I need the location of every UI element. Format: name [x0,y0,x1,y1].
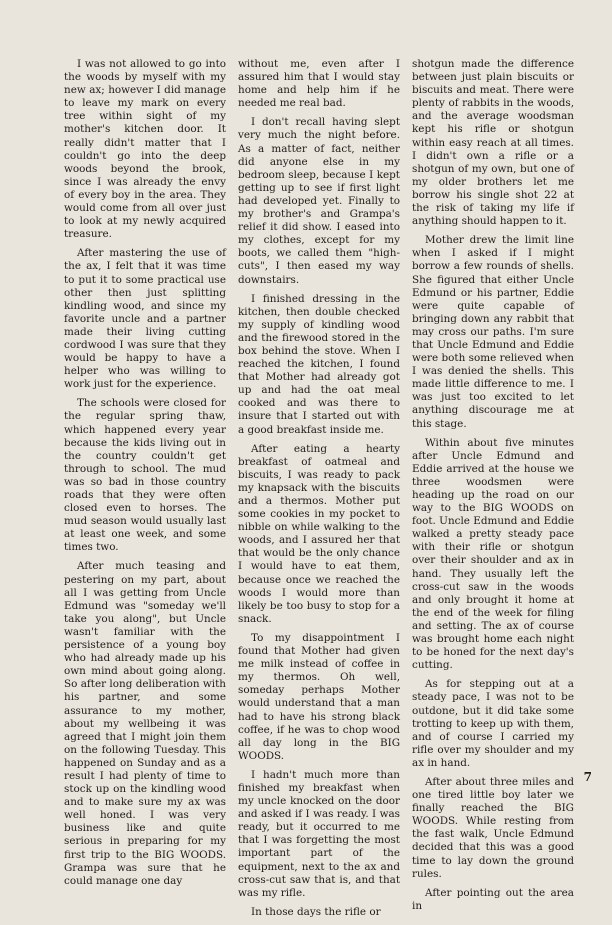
paragraph: After mastering the use of the ax, I felt that it was time to put it to some practical use other then just splitting kindling wood, and since my favorite uncle and a partner made their living cutting cordwood I was sure that they would be happy to have a helper who was willing to work just for the experience. [64,247,226,391]
paragraph: After eating a hearty breakfast of oatmeal and biscuits, I was ready to pack my knapsack with the biscuits and a thermos. Mother put some cookies in my pocket to nibble on while walking to the woods, and I assured her that that would be the only chance I would have to eat them, because once we reached the woods I would more than likely be too busy to stop for a snack. [238,442,400,625]
page-number: 7 [583,770,592,784]
paragraph-continued: without me, even after I assured him that I would stay home and help him if he needed me real bad. [238,58,400,110]
paragraph: I was not allowed to go into the woods by myself with my new ax; however I did manage to leave my mark on every tree within sight of my mother's kitchen door. It really didn't matter that I couldn't go into the deep woods beyond the brook, since I was already the envy of every boy in the area. They would come from all over just to look at my newly acquired treasure. [64,58,226,241]
paragraph: I finished dressing in the kitchen, then double checked my supply of kindling wood and the firewood stored in the box behind the stove. When I reached the kitchen, I found that Mother had already got up and had the oat meal cooked and was there to insure that I started out with a good breakfast inside me. [238,292,400,436]
paragraph-continued: shotgun made the difference between just plain biscuits or biscuits and meat. There were plenty of rabbits in the woods, and the average woodsman kept his rifle or shotgun within easy reach at all times. I didn't own a rifle or a shotgun of my own, but one of my older brothers let me borrow his single shot 22 at the risk of taking my life if anything should happen to it. [412,58,574,228]
paragraph: I don't recall having slept very much the night before. As a matter of fact, neither did anyone else in my bedroom sleep, because I kept getting up to see if first light had developed yet. Finally to my brother's and Grampa's relief it did show. I eased into my clothes, except for my boots, we called them "high-cuts", I then eased my way downstairs. [238,116,400,286]
paragraph: The schools were closed for the regular spring thaw, which happened every year because the kids living out in the country couldn't get through to school. The mud was so bad in those country roads that they were often closed even to horses. The mud season would usually last at least one week, and some times two. [64,397,226,554]
paragraph: As for stepping out at a steady pace, I was not to be outdone, but it did take some trotting to keep up with them, and of course I carried my rifle over my shoulder and my ax in hand. [412,678,574,769]
paragraph: In those days the rifle or [251,905,381,918]
paragraph: Mother drew the limit line when I asked if I might borrow a few rounds of shells. She figured that either Uncle Edmund or his partner, Eddie were quite capable of bringing down any rabbit that may cross our paths. I'm sure that Uncle Edmund and Eddie were both some relieved when I was denied the shells. This made little difference to me. I was just too excited to let anything discourage me at this stage. [412,234,574,430]
paragraph: After much teasing and pestering on my part, about all I was getting from Uncle Edmund was "someday we'll take you along", but Uncle wasn't familiar with the persistence of a young boy who had already made up his own mind about going along. So after long deliberation with his partner, and some assurance to my mother, about my wellbeing it was agreed that I might join them on the following Tuesday. This happened on Sunday and as a result I had plenty of time to stock up on the kindling wood and to make sure my ax was well honed. I was very business like and quite serious in preparing for my first trip to the BIG WOODS. Grampa was sure that he could manage one day [64,560,226,887]
text-column-3 [412,58,574,919]
text-column-1 [64,58,226,894]
paragraph: To my disappointment I found that Mother had given me milk instead of coffee in my thermos. Oh well, someday perhaps Mother would understand that a man had to have his strong black coffee, if he was to chop wood all day long in the BIG WOODS. [238,631,400,762]
paragraph: After about three miles and one tired little boy later we finally reached the BIG WOODS. While resting from the fast walk, Uncle Edmund decided that this was a good time to lay down the ground rules. [412,775,574,880]
paragraph: I hadn't much more than finished my breakfast when my uncle knocked on the door and asked if I was ready. I was ready, but it occurred to me that I was forgetting the most important part of the equipment, next to the ax and cross-cut saw that is, and that was my rifle. [238,768,400,899]
text-column-2 [238,58,400,925]
paragraph: After pointing out the area in [412,886,574,912]
paragraph: Within about five minutes after Uncle Edmund and Eddie arrived at the house we three woodsmen were heading up the road on our way to the BIG WOODS on foot. Uncle Edmund and Eddie walked a pretty steady pace with their rifle or shotgun over their shoulder and ax in hand. They usually left the cross-cut saw in the woods and only brought it home at the end of the week for filing and setting. The ax of course was brought home each night to be honed for the next day's cutting. [412,436,574,672]
